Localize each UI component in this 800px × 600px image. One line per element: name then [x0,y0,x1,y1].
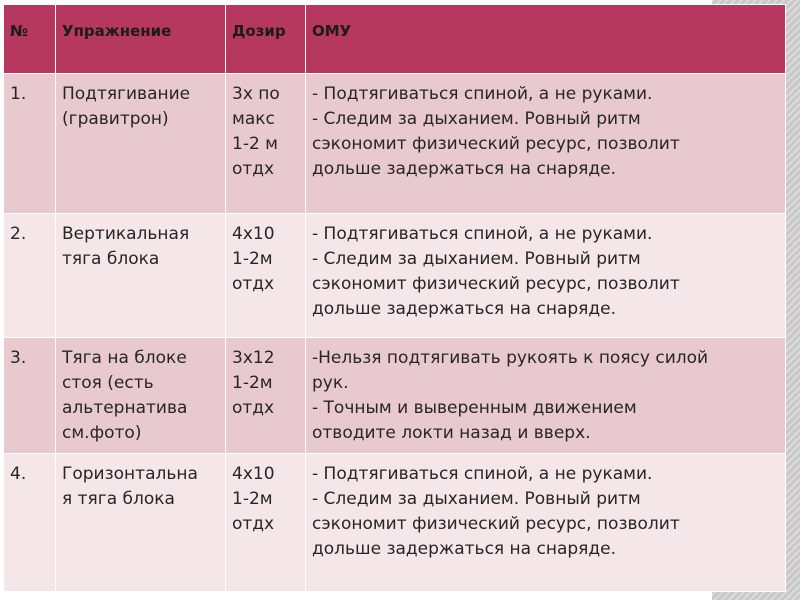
column-header-notes: ОМУ [306,5,786,74]
exercise-table [3,4,786,592]
dosage: 3х12 1-2м отдх [226,338,306,454]
table-row [4,338,786,454]
column-header-exercise: Упражнение [56,5,226,74]
dosage: 4х10 1-2м отдх [226,454,306,592]
technique-notes: -Нельзя подтягивать рукоять к поясу силой рук. - Точным и выверенным движением отводите локти назад и вверх. [306,338,786,454]
table-header-row [4,5,786,74]
exercise-name: Подтягивание (гравитрон) [56,74,226,214]
exercise-name: Вертикальная тяга блока [56,214,226,338]
dosage: 3х по макс 1-2 м отдх [226,74,306,214]
row-number: 4. [4,454,56,592]
column-header-dosage: Дозир [226,5,306,74]
technique-notes: - Подтягиваться спиной, а не руками. - Следим за дыханием. Ровный ритм сэкономит физический ресурс, позволит дольше задержаться на снаряде. [306,214,786,338]
table-row [4,214,786,338]
exercise-name: Тяга на блоке стоя (есть альтернатива см.фото) [56,338,226,454]
table-row [4,74,786,214]
row-number: 1. [4,74,56,214]
technique-notes: - Подтягиваться спиной, а не руками. - Следим за дыханием. Ровный ритм сэкономит физический ресурс, позволит дольше задержаться на снаряде. [306,454,786,592]
column-header-number: № [4,5,56,74]
table-row [4,454,786,592]
technique-notes: - Подтягиваться спиной, а не руками. - Следим за дыханием. Ровный ритм сэкономит физический ресурс, позволит дольше задержаться на снаряде. [306,74,786,214]
dosage: 4х10 1-2м отдх [226,214,306,338]
row-number: 3. [4,338,56,454]
exercise-name: Горизонтальна я тяга блока [56,454,226,592]
row-number: 2. [4,214,56,338]
